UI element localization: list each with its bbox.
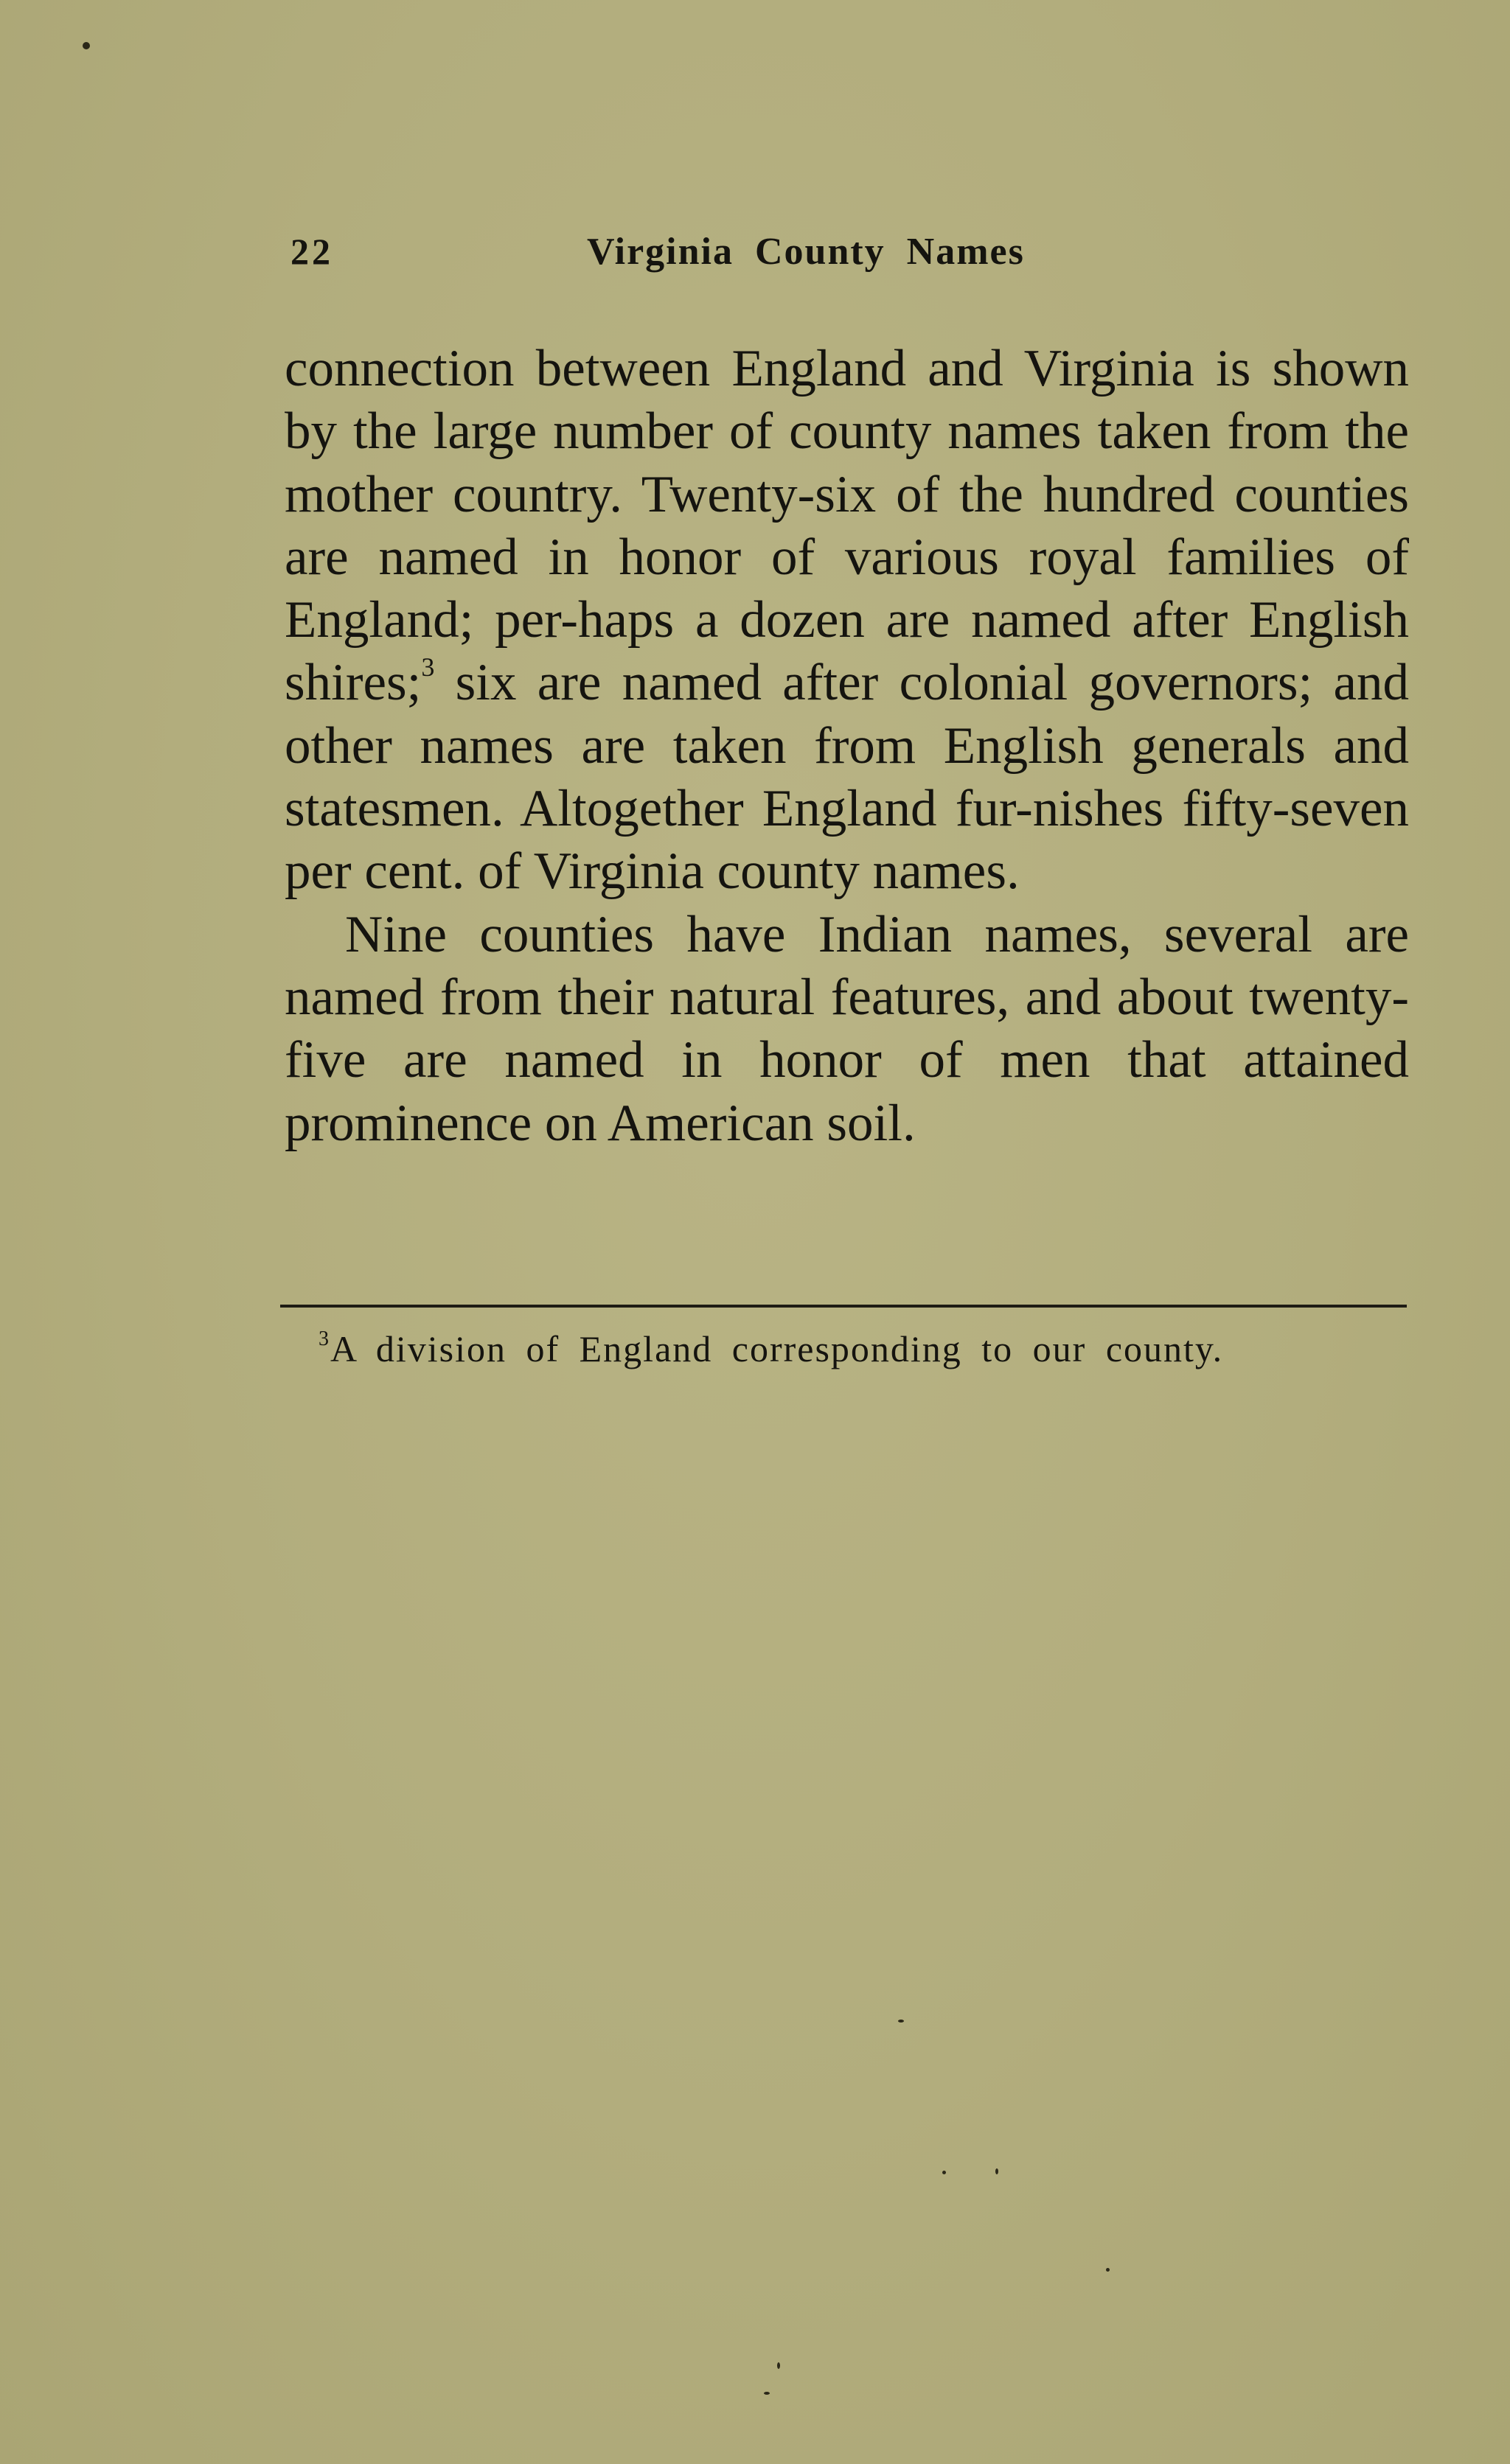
footnote-divider	[280, 1305, 1407, 1308]
paragraph-text: connection between England and Virginia is shown by the large number of county names taken from the mother country. Twenty-six of the hundred counties are named in honor of various royal families of England; per-haps a dozen are named after English shires;	[285, 340, 1409, 712]
body-text	[285, 338, 1409, 1155]
print-speck	[764, 2392, 770, 2395]
footnote-marker: 3	[319, 1327, 330, 1350]
footnote-text: A division of England corresponding to our county.	[330, 1328, 1224, 1369]
paragraph: Nine counties have Indian names, several are named from their natural features, and about twenty-five are named in honor of men that attained prominence on American soil.	[285, 905, 1409, 1152]
print-speck	[777, 2362, 780, 2369]
running-head	[285, 230, 1114, 282]
print-speck	[1106, 2268, 1110, 2272]
print-speck	[898, 2020, 904, 2022]
paragraph-text-continued: six are named after colonial governors; and other names are taken from English generals and statesmen. Altogether England fur-nishes fifty-seven per cent. of Virginia county names.	[285, 654, 1409, 901]
running-title: Virginia County Names	[587, 231, 1025, 273]
print-speck	[942, 2171, 946, 2174]
print-speck	[83, 42, 90, 49]
paragraph	[285, 338, 1409, 904]
footnote-reference: 3	[421, 652, 435, 683]
print-speck	[995, 2168, 998, 2174]
footnote	[319, 1327, 1410, 1371]
page-number: 22	[290, 231, 333, 272]
